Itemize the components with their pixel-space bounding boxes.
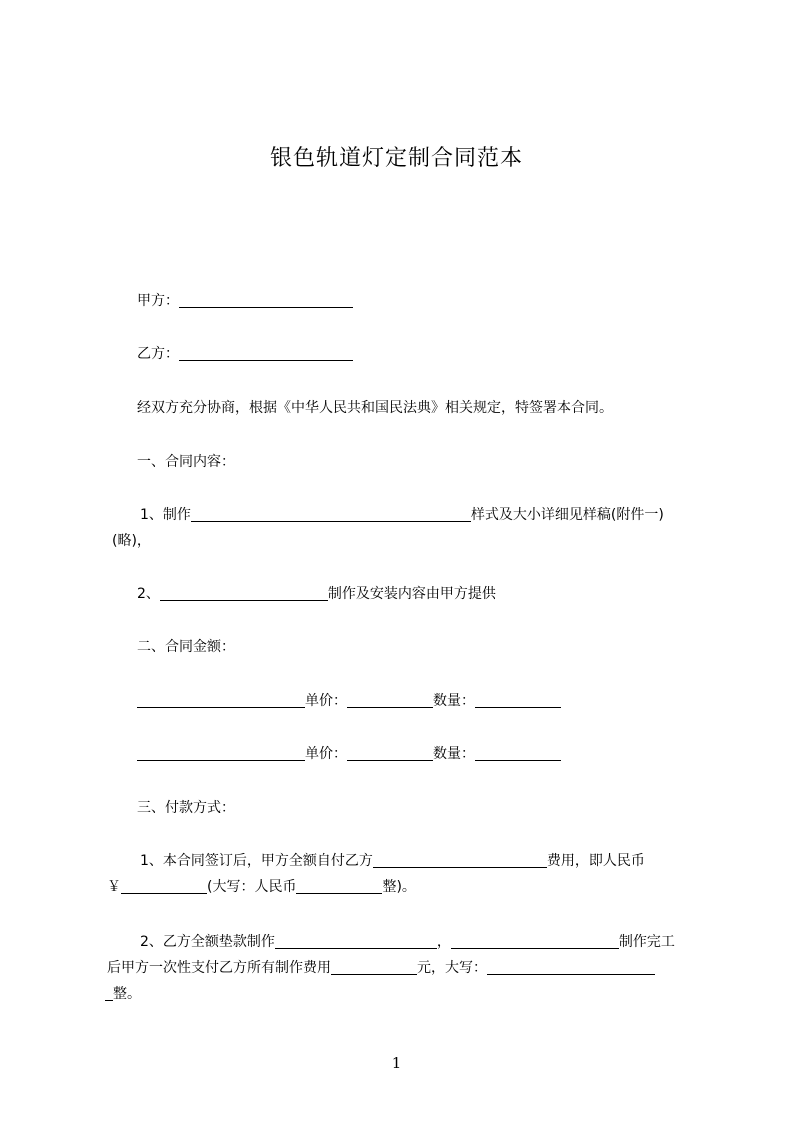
party-b-line [137,341,353,367]
section3-item2-prefix: 2、乙方全额垫款制作 [140,934,275,950]
party-a-line [137,288,353,314]
section1-item1-blank [191,505,471,522]
preamble: 经双方充分协商，根据《中华人民共和国民法典》相关规定，特签署本合同。 [137,400,613,416]
section1-item1-cont: (略)， [112,533,151,549]
party-b-label: 乙方： [137,346,179,362]
section1-item2-suffix: 制作及安装内容由甲方提供 [327,586,496,602]
section3-item1 [140,848,645,874]
unit-price-label: 单价： [305,746,347,762]
page-title: 银色轨道灯定制合同范本 [269,146,523,171]
yen-sign: ￥ [107,879,121,895]
section1-item1-suffix: 样式及大小详细见样稿(附件一) [470,507,664,523]
total-fee-blank [331,958,417,975]
section1-item2 [137,581,496,607]
section1-heading: 一、合同内容： [137,454,235,470]
unit-price-label: 单价： [305,693,347,709]
amount-blank [121,877,207,894]
prepay-blank-1 [275,932,437,949]
end-blank [105,984,113,1001]
section1-item2-blank [160,584,328,601]
quantity-blank [475,691,561,708]
quantity-label: 数量： [433,693,475,709]
section3-item1-cont [107,874,416,900]
amount-row [137,688,561,714]
party-a-label: 甲方： [137,293,179,309]
section2-heading: 二、合同金额： [137,639,235,655]
section3-item1-suffix: 费用，即人民币 [546,853,645,869]
party-b-blank [179,344,353,361]
prepay-blank-2 [451,932,619,949]
amount-row [137,741,561,767]
section1-item1-prefix: 1、制作 [140,507,191,523]
section3-item2-line3 [105,981,141,1007]
section3-heading: 三、付款方式： [137,800,235,816]
item-name-blank [137,744,305,761]
section3-item2-end: 整。 [113,986,141,1002]
section3-item2-line2-prefix: 后甲方一次性支付乙方所有制作费用 [107,960,331,976]
section3-item2 [140,929,675,955]
upper-amount-suffix: 整)。 [382,879,416,895]
yuan-upper-label: 元，大写： [417,960,487,976]
section1-item2-prefix: 2、 [137,586,160,602]
unit-price-blank [347,691,433,708]
upper-amount-prefix: (大写：人民币 [207,879,297,895]
quantity-label: 数量： [433,746,475,762]
page-number: 1 [391,1054,402,1072]
section3-item2-comma: ， [436,934,451,950]
section3-item2-suffix: 制作完工 [618,934,675,950]
payee-fee-blank [373,851,547,868]
section3-item2-line2 [107,955,655,981]
total-upper-blank [487,958,655,975]
item-name-blank [137,691,305,708]
section1-item1 [140,502,664,528]
upper-amount-blank [296,877,382,894]
section3-item1-prefix: 1、本合同签订后，甲方全额自付乙方 [140,853,373,869]
quantity-blank [475,744,561,761]
unit-price-blank [347,744,433,761]
party-a-blank [179,291,353,308]
